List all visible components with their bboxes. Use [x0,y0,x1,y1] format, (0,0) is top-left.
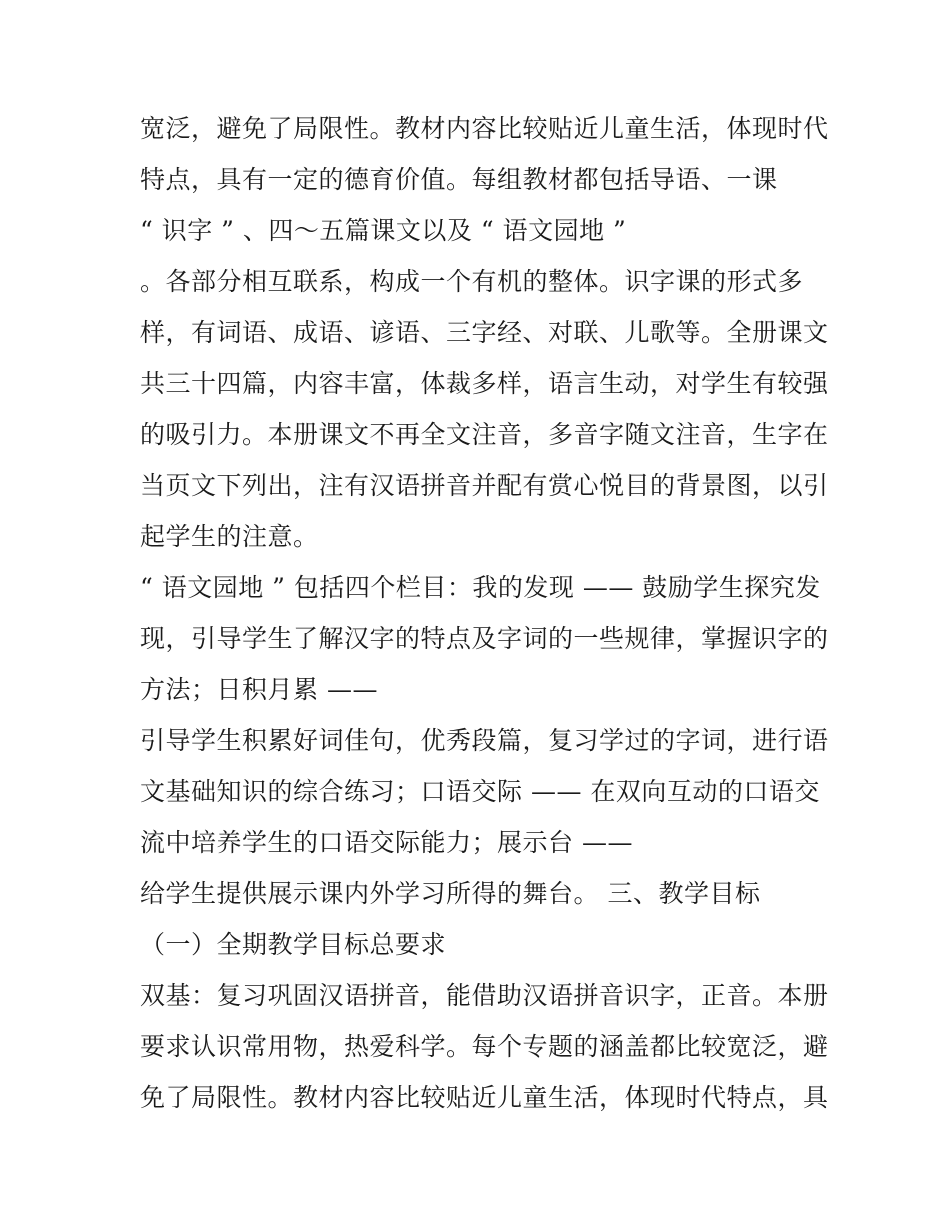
text-line: 给学生提供展示课内外学习所得的舞台。 三、教学目标 [140,879,761,908]
text-line: 宽泛，避免了局限性。教材内容比较贴近儿童生活，体现时代 [140,114,829,143]
text-line: 要求认识常用物，热爱科学。每个专题的涵盖都比较宽泛，避 [140,1032,829,1061]
text-line: 引导学生积累好词佳句，优秀段篇，复习学过的字词，进行语 [140,726,829,755]
text-line: 流中培养学生的口语交际能力；展示台 —— [140,828,633,857]
text-line: “ 识字 ” 、四～五篇课文以及 “ 语文园地 ” [140,216,627,245]
text-line: 起学生的注意。 [140,522,319,551]
text-line: 特点，具有一定的德育价值。每组教材都包括导语、一课 [140,165,778,194]
text-line: 现，引导学生了解汉字的特点及字词的一些规律，掌握识字的 [140,624,829,653]
text-line: 。各部分相互联系，构成一个有机的整体。识字课的形式多 [140,267,804,296]
section-heading: （一）全期教学目标总要求 [140,930,447,959]
text-line: 文基础知识的综合练习；口语交际 —— 在双向互动的口语交 [140,777,820,806]
text-line: 样，有词语、成语、谚语、三字经、对联、儿歌等。全册课文 [140,318,829,347]
text-line: 的吸引力。本册课文不再全文注音，多音字随文注音，生字在 [140,420,829,449]
text-line: 免了局限性。教材内容比较贴近儿童生活，体现时代特点，具 [140,1083,829,1112]
text-line: 双基：复习巩固汉语拼音，能借助汉语拼音识字，正音。本册 [140,981,829,1010]
text-line: 共三十四篇，内容丰富，体裁多样，语言生动，对学生有较强 [140,369,829,398]
text-line: 当页文下列出，注有汉语拼音并配有赏心悦目的背景图，以引 [140,471,829,500]
text-line: 方法；日积月累 —— [140,675,378,704]
body-text [140,103,829,1123]
text-line: “ 语文园地 ” 包括四个栏目：我的发现 —— 鼓励学生探究发 [140,573,821,602]
